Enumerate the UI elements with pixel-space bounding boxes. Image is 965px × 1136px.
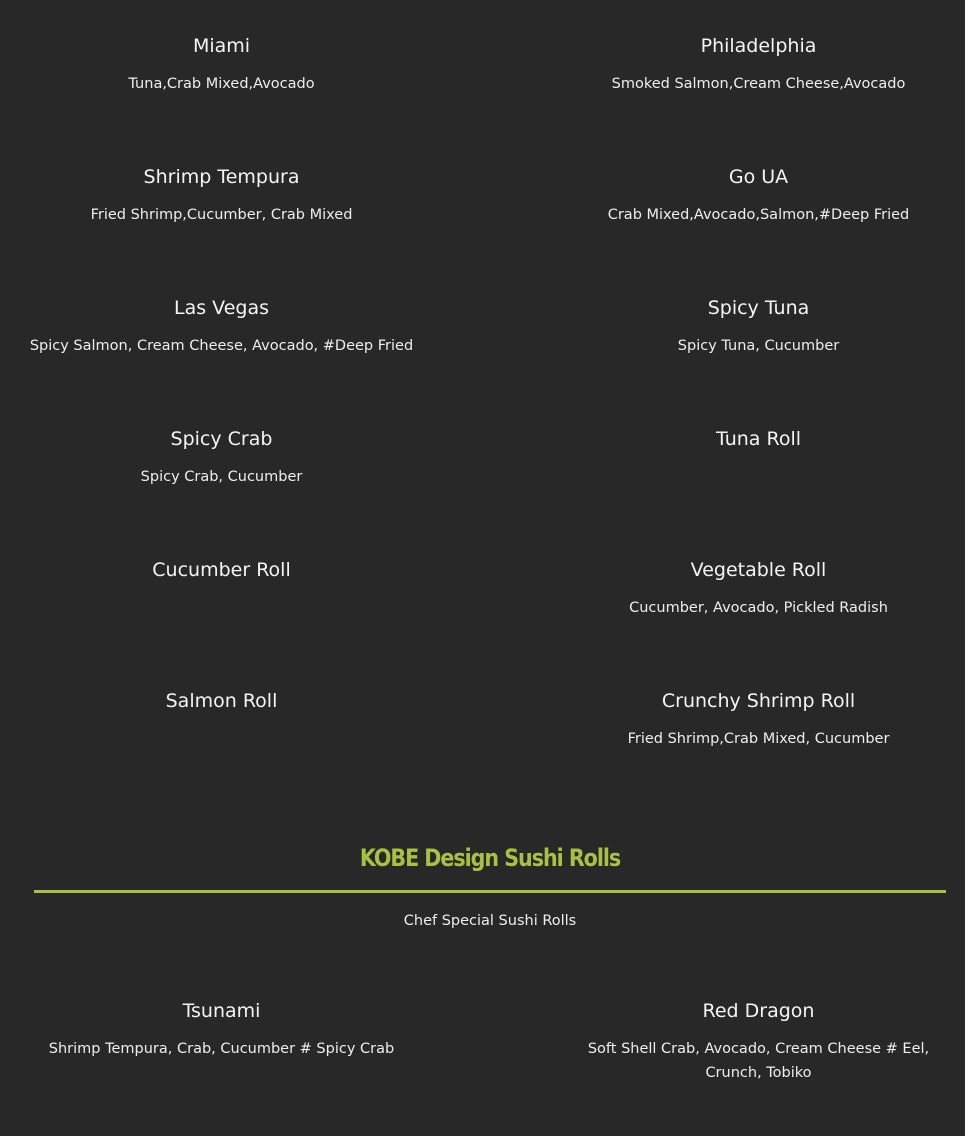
- section-title: KOBE Design Sushi Rolls: [359, 844, 621, 872]
- menu-item: [560, 165, 957, 227]
- item-description: Tuna,Crab Mixed,Avocado: [128, 76, 315, 92]
- item-description: Smoked Salmon,Cream Cheese,Avocado: [611, 76, 906, 92]
- menu-item: [560, 427, 957, 465]
- item-name: Crunchy Shrimp Roll: [661, 690, 856, 712]
- menu-item: [560, 34, 957, 96]
- item-name: Red Dragon: [702, 1000, 815, 1022]
- menu-item: [20, 689, 423, 727]
- item-description: Shrimp Tempura, Crab, Cucumber # Spicy Crab: [48, 1041, 395, 1057]
- menu-item: [20, 558, 423, 596]
- menu-item: [20, 165, 423, 227]
- item-name: Shrimp Tempura: [143, 166, 300, 188]
- item-description: Spicy Tuna, Cucumber: [677, 338, 840, 354]
- item-name: Cucumber Roll: [152, 559, 291, 581]
- item-description: Crab Mixed,Avocado,Salmon,#Deep Fried: [607, 207, 910, 223]
- item-name: Las Vegas: [174, 297, 269, 319]
- item-description: Spicy Salmon, Cream Cheese, Avocado, #Deep Fried: [29, 338, 414, 354]
- menu-item: [20, 999, 423, 1061]
- item-name: Miami: [192, 35, 251, 57]
- item-description: Cucumber, Avocado, Pickled Radish: [629, 600, 888, 616]
- item-description: Fried Shrimp,Cucumber, Crab Mixed: [90, 207, 353, 223]
- item-name: Salmon Roll: [165, 690, 278, 712]
- section-divider: [34, 890, 946, 893]
- menu-item: [560, 296, 957, 358]
- item-description: Spicy Crab, Cucumber: [140, 469, 303, 485]
- menu-item: [20, 34, 423, 96]
- menu-item: [20, 427, 423, 489]
- item-name: Vegetable Roll: [690, 559, 827, 581]
- item-name: Tuna Roll: [715, 428, 802, 450]
- item-name: Spicy Tuna: [707, 297, 810, 319]
- item-description: Fried Shrimp,Crab Mixed, Cucumber: [627, 731, 890, 747]
- menu-item: [560, 999, 957, 1085]
- item-name: Philadelphia: [700, 35, 817, 57]
- item-name: Tsunami: [182, 1000, 261, 1022]
- menu-item: [560, 558, 957, 620]
- item-name: Go UA: [728, 166, 789, 188]
- menu-item: [560, 689, 957, 751]
- menu-item: [20, 296, 423, 358]
- item-description: Soft Shell Crab, Avocado, Cream Cheese # Eel, Crunch, Tobiko: [587, 1041, 930, 1081]
- section-subtitle: Chef Special Sushi Rolls: [403, 913, 577, 929]
- item-name: Spicy Crab: [170, 428, 273, 450]
